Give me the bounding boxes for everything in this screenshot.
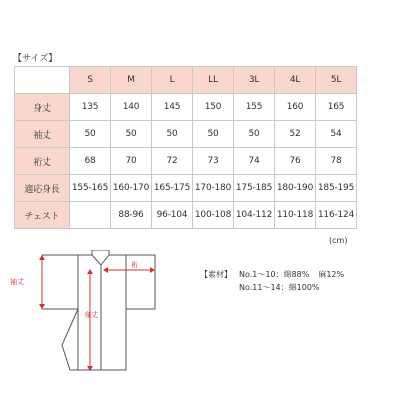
table-cell: 52 <box>275 121 316 148</box>
size-header-cell: L <box>152 67 193 94</box>
size-header-cell: 4L <box>275 67 316 94</box>
table-row <box>15 94 357 121</box>
sode-label: 袖丈 <box>10 278 24 286</box>
table-cell: 50 <box>234 121 275 148</box>
table-row <box>15 148 357 175</box>
material-info <box>200 268 344 294</box>
table-cell: 140 <box>111 94 152 121</box>
table-cell: 150 <box>193 94 234 121</box>
size-header-cell: 3L <box>234 67 275 94</box>
size-table <box>14 66 357 229</box>
table-cell: 96-104 <box>152 202 193 229</box>
size-header-cell: M <box>111 67 152 94</box>
table-cell: 155-165 <box>70 175 111 202</box>
material-line1-extra: 麻12% <box>318 270 345 279</box>
table-cell: 165 <box>316 94 357 121</box>
sode-arrow <box>39 255 45 309</box>
table-cell: 50 <box>193 121 234 148</box>
section-title: 【サイズ】 <box>13 54 58 64</box>
table-cell: 78 <box>316 148 357 175</box>
table-row <box>15 121 357 148</box>
table-cell: 110-118 <box>275 202 316 229</box>
table-cell: 145 <box>152 94 193 121</box>
table-cell: 100-108 <box>193 202 234 229</box>
table-cell: 50 <box>152 121 193 148</box>
table-cell: 68 <box>70 148 111 175</box>
mitake-label: 身丈 <box>84 311 98 319</box>
body-right-outline <box>101 255 126 370</box>
table-cell: 180-190 <box>275 175 316 202</box>
size-header-cell: S <box>70 67 111 94</box>
row-label: 裄丈 <box>15 148 70 175</box>
table-cell: 76 <box>275 148 316 175</box>
front-panel-outline <box>62 309 78 370</box>
table-cell: 88-96 <box>111 202 152 229</box>
left-sleeve-outline <box>42 255 78 309</box>
kimono-diagram <box>0 250 200 400</box>
table-cell: 70 <box>111 148 152 175</box>
table-cell: 185-195 <box>316 175 357 202</box>
table-cell: 72 <box>152 148 193 175</box>
table-cell <box>70 202 111 229</box>
row-label: 身丈 <box>15 94 70 121</box>
material-line2: No.11〜14：綿100% <box>239 283 320 292</box>
size-header-row <box>15 67 357 94</box>
table-cell: 73 <box>193 148 234 175</box>
unit-label: (cm) <box>329 236 348 245</box>
table-row <box>15 202 357 229</box>
material-label: 【素材】 <box>200 270 232 279</box>
row-label: 袖丈 <box>15 121 70 148</box>
table-cell: 74 <box>234 148 275 175</box>
size-header-cell: LL <box>193 67 234 94</box>
table-cell: 54 <box>316 121 357 148</box>
table-cell: 116-124 <box>316 202 357 229</box>
material-line1: No.1〜10：綿88% <box>239 270 310 279</box>
table-cell: 175-185 <box>234 175 275 202</box>
table-cell: 50 <box>111 121 152 148</box>
table-cell: 104-112 <box>234 202 275 229</box>
corner-cell <box>15 67 70 94</box>
table-cell: 165-175 <box>152 175 193 202</box>
table-cell: 135 <box>70 94 111 121</box>
mitake-arrow <box>87 269 93 371</box>
collar-outline <box>92 250 109 255</box>
yuki-label: 裄 <box>131 261 138 269</box>
row-label: 適応身長 <box>15 175 70 202</box>
table-cell: 170-180 <box>193 175 234 202</box>
table-row <box>15 175 357 202</box>
yuki-arrow <box>103 267 155 273</box>
table-cell: 50 <box>70 121 111 148</box>
table-cell: 160 <box>275 94 316 121</box>
table-cell: 155 <box>234 94 275 121</box>
table-cell: 160-170 <box>111 175 152 202</box>
size-header-cell: 5L <box>316 67 357 94</box>
row-label: チェスト <box>15 202 70 229</box>
